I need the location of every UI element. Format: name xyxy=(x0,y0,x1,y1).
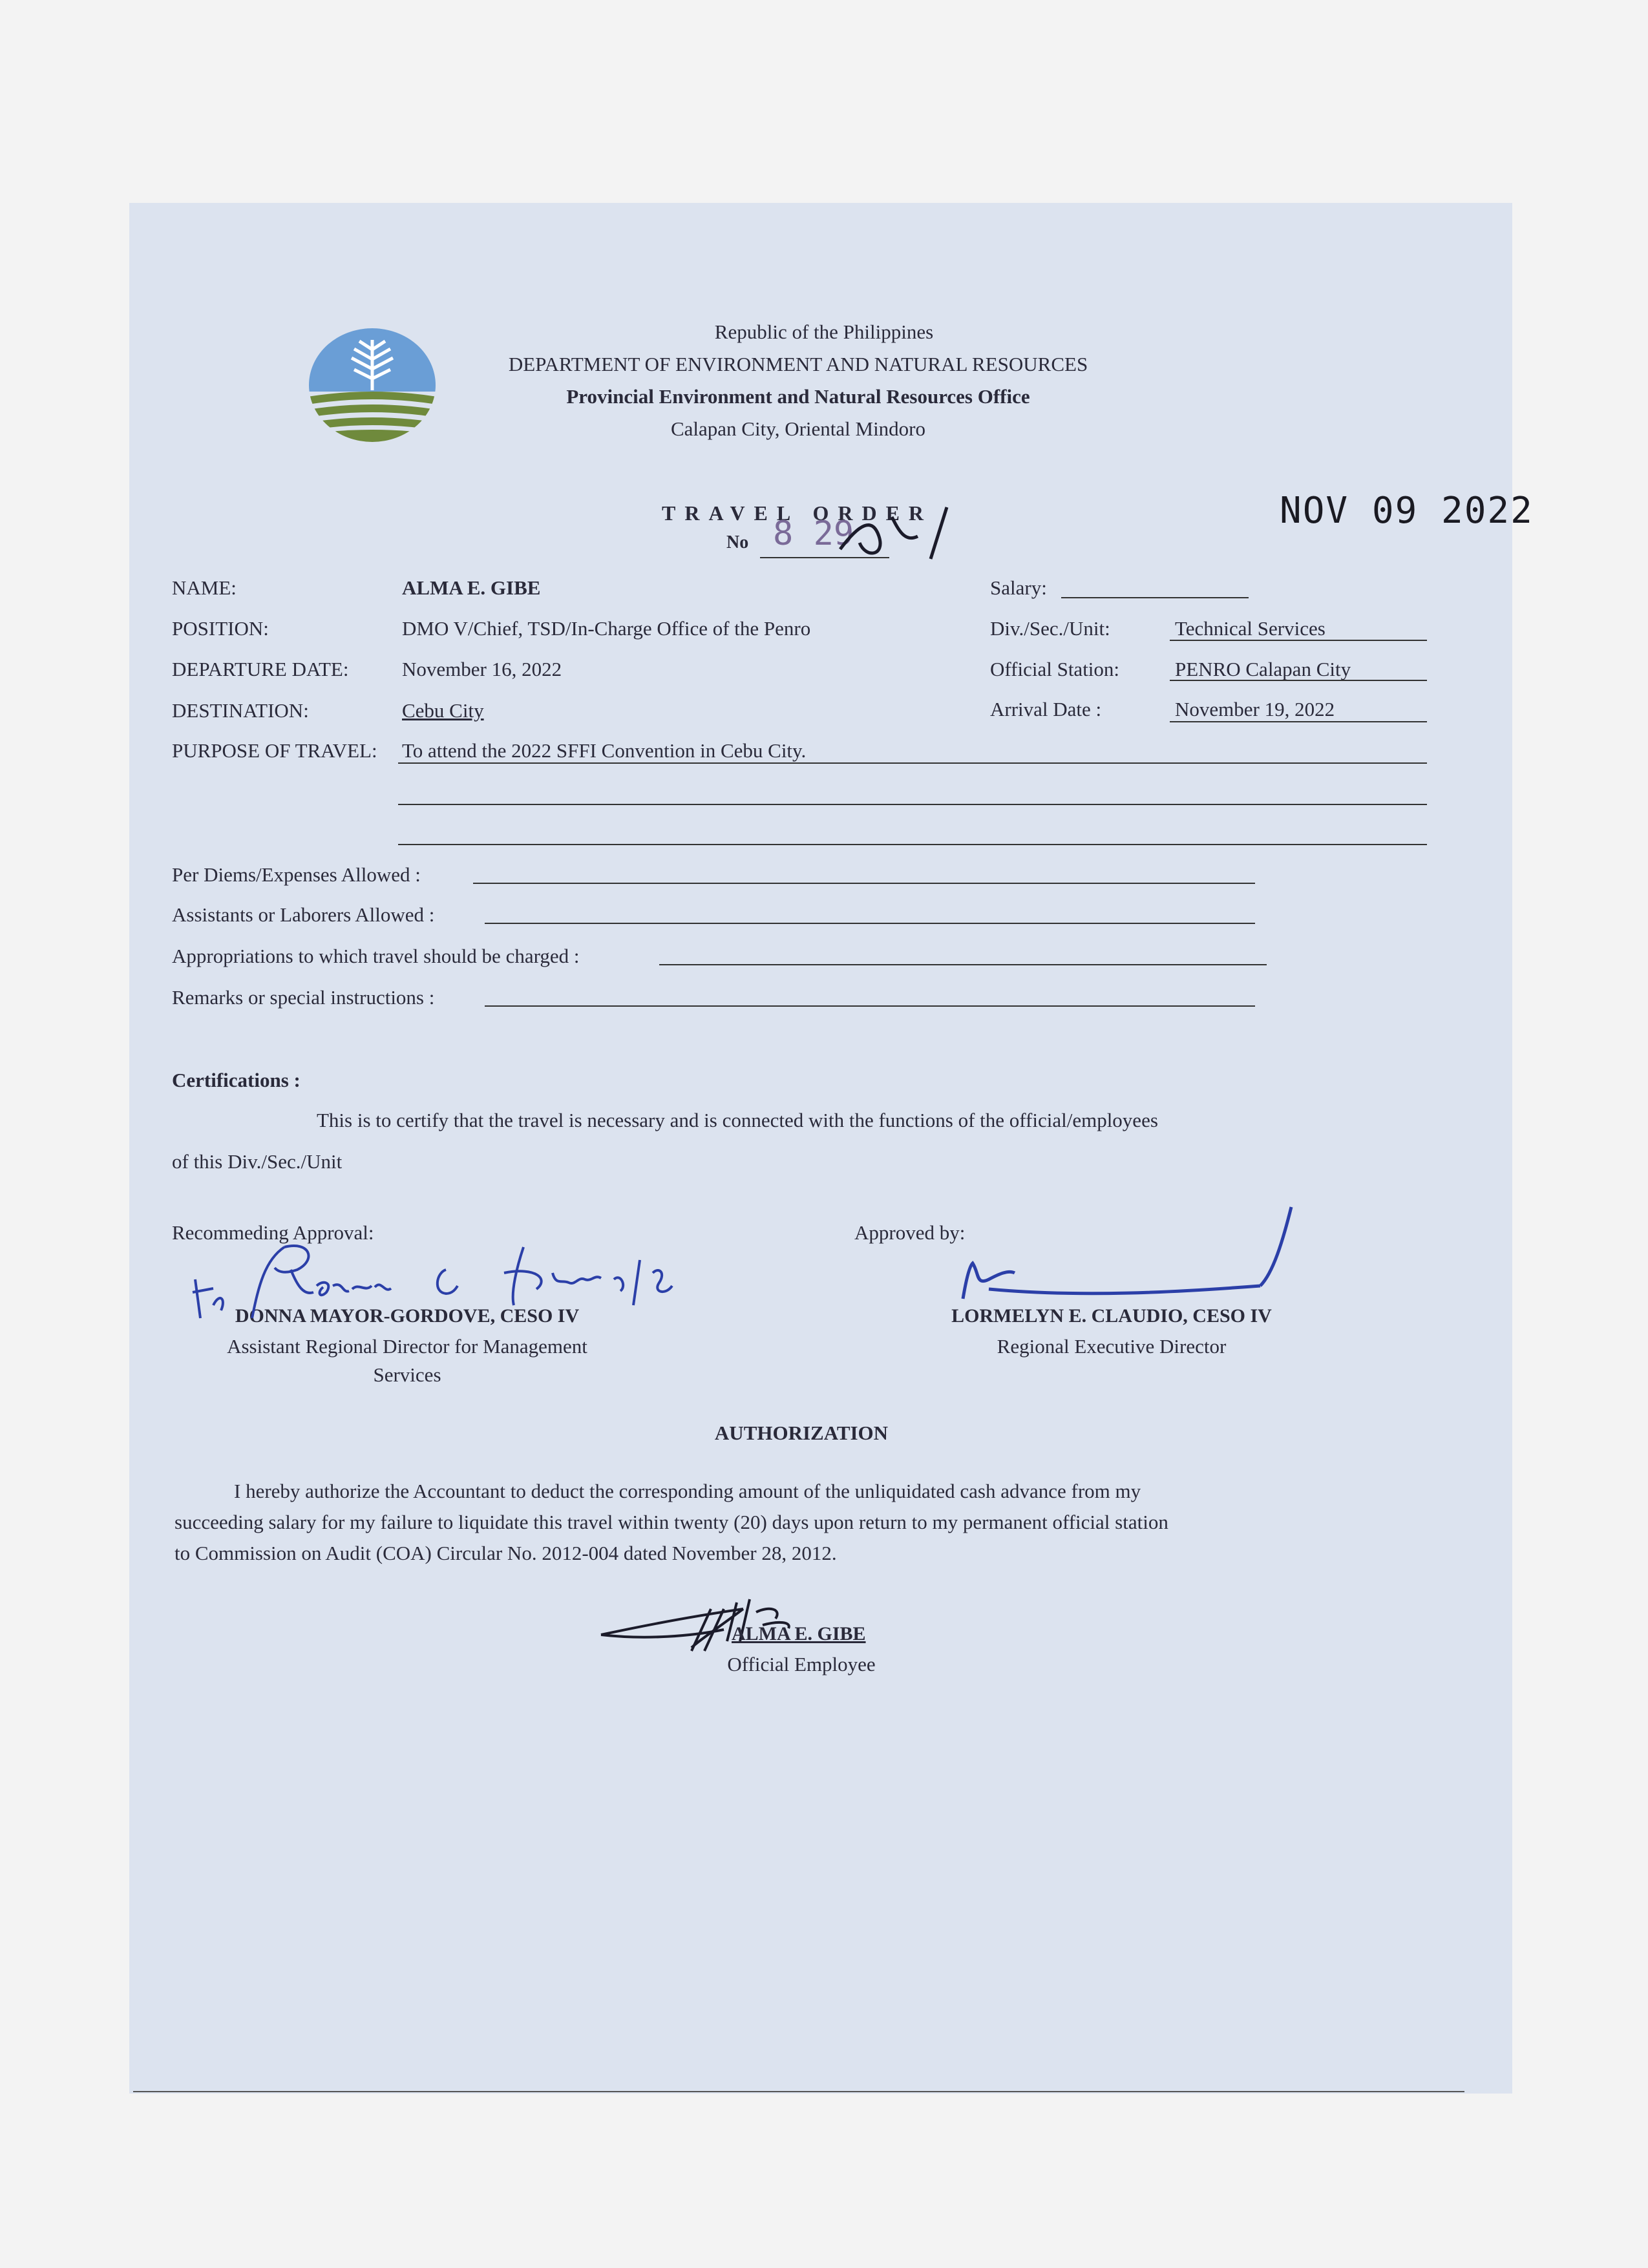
station-line xyxy=(1170,680,1427,681)
destination-label: DESTINATION: xyxy=(172,699,309,722)
station-value: PENRO Calapan City xyxy=(1175,658,1351,680)
assistants-label: Assistants or Laborers Allowed : xyxy=(172,903,435,926)
appropriations-line xyxy=(659,964,1267,965)
travel-order-form xyxy=(129,203,1512,2094)
position-value: DMO V/Chief, TSD/In-Charge Office of the Penro xyxy=(402,617,811,640)
approved-name: LORMELYN E. CLAUDIO, CESO IV xyxy=(951,1305,1272,1327)
order-number: 8 29 xyxy=(773,514,854,553)
recommending-title-line2: Services xyxy=(373,1363,441,1386)
purpose-line-3 xyxy=(398,844,1427,845)
travel-order-title: TRAVEL ORDER xyxy=(662,501,933,525)
arrival-value: November 19, 2022 xyxy=(1175,698,1335,720)
authorization-line2: succeeding salary for my failure to liquidate this travel within twenty (20) days upon return to my permanent official station xyxy=(174,1511,1168,1533)
header-location: Calapan City, Oriental Mindoro xyxy=(670,417,926,440)
departure-date-label: DEPARTURE DATE: xyxy=(172,658,349,680)
division-line xyxy=(1170,640,1427,641)
purpose-label: PURPOSE OF TRAVEL: xyxy=(172,739,377,762)
destination-value: Cebu City xyxy=(402,699,484,722)
appropriations-label: Appropriations to which travel should be charged : xyxy=(172,945,580,967)
departure-date-value: November 16, 2022 xyxy=(402,658,562,680)
station-label: Official Station: xyxy=(990,658,1120,680)
recommending-signature xyxy=(187,1234,692,1376)
certifications-text-line2: of this Div./Sec./Unit xyxy=(172,1150,343,1173)
arrival-label: Arrival Date : xyxy=(990,698,1102,720)
approved-title: Regional Executive Director xyxy=(997,1335,1227,1358)
purpose-line-1 xyxy=(398,762,1427,764)
remarks-label: Remarks or special instructions : xyxy=(172,986,435,1009)
authorization-line3: to Commission on Audit (COA) Circular No. 2012-004 dated November 28, 2012. xyxy=(174,1542,837,1564)
approved-signature xyxy=(950,1202,1312,1318)
header-office: Provincial Environment and Natural Resources Office xyxy=(566,385,1030,408)
order-no-label: No xyxy=(726,532,749,552)
employee-title: Official Employee xyxy=(727,1653,876,1675)
certifications-heading: Certifications : xyxy=(172,1069,301,1091)
per-diems-label: Per Diems/Expenses Allowed : xyxy=(172,863,421,886)
per-diems-line xyxy=(473,883,1255,884)
name-value: ALMA E. GIBE xyxy=(402,576,541,599)
employee-name: ALMA E. GIBE xyxy=(732,1623,866,1644)
division-value: Technical Services xyxy=(1175,617,1326,640)
order-initial-signature xyxy=(834,498,963,569)
assistants-line xyxy=(485,923,1255,924)
header-department: DEPARTMENT OF ENVIRONMENT AND NATURAL RESOURCES xyxy=(508,353,1088,375)
salary-label: Salary: xyxy=(990,576,1047,599)
position-label: POSITION: xyxy=(172,617,269,640)
header-republic: Republic of the Philippines xyxy=(714,320,934,343)
recommending-name: DONNA MAYOR-GORDOVE, CESO IV xyxy=(235,1305,580,1327)
purpose-value: To attend the 2022 SFFI Convention in Cebu City. xyxy=(402,739,807,762)
footer-rule xyxy=(133,2091,1464,2092)
approved-by-label: Approved by: xyxy=(854,1221,966,1244)
name-label: NAME: xyxy=(172,576,237,599)
arrival-line xyxy=(1170,721,1427,722)
salary-line xyxy=(1061,597,1249,598)
received-date-stamp: NOV 09 2022 xyxy=(1280,490,1534,532)
recommending-approval-label: Recommeding Approval: xyxy=(172,1221,374,1244)
purpose-line-2 xyxy=(398,804,1427,805)
remarks-line xyxy=(485,1005,1255,1007)
division-label: Div./Sec./Unit: xyxy=(990,617,1110,640)
certifications-text-line1: This is to certify that the travel is necessary and is connected with the functions of the official/employees xyxy=(317,1109,1158,1131)
authorization-line1: I hereby authorize the Accountant to deduct the corresponding amount of the unliquidated cash advance from my xyxy=(234,1480,1141,1502)
recommending-title-line1: Assistant Regional Director for Management xyxy=(227,1335,587,1358)
authorization-heading: AUTHORIZATION xyxy=(714,1422,889,1444)
